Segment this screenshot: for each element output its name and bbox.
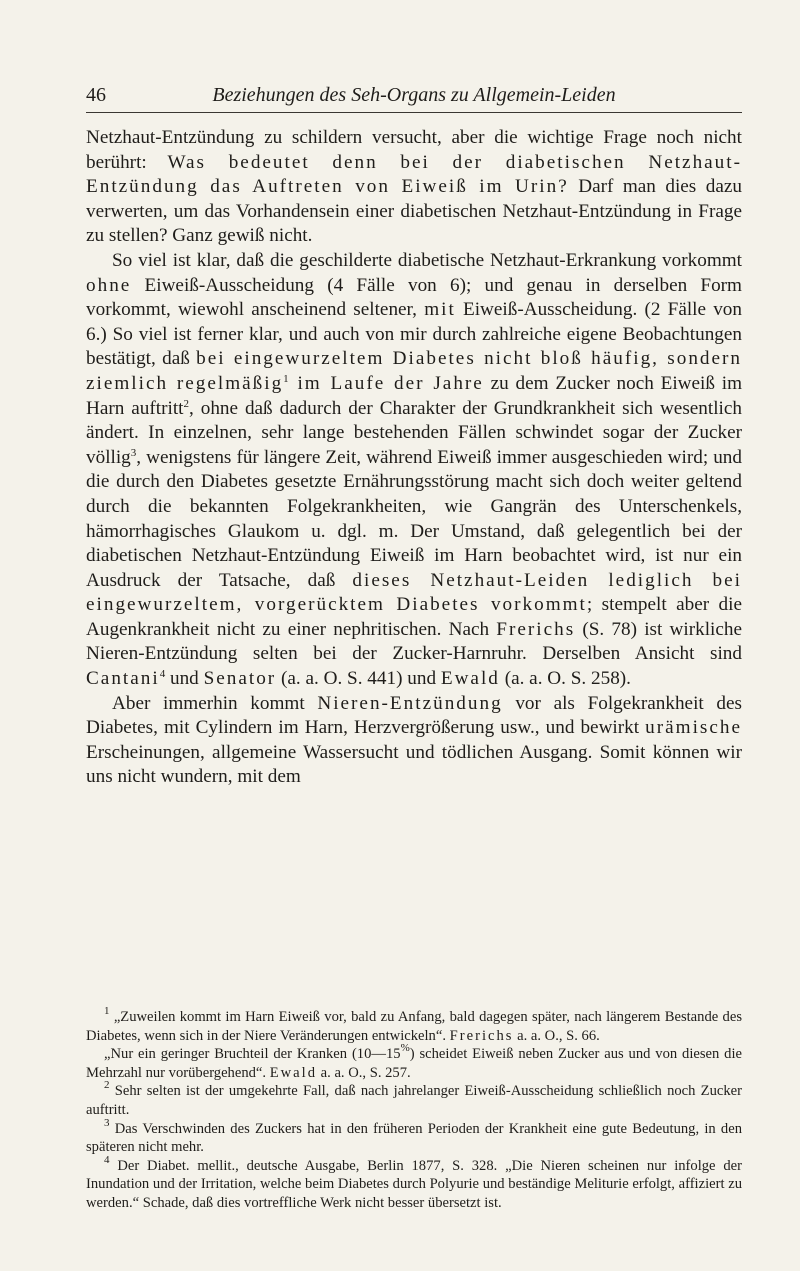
- body-text: [86, 126, 742, 790]
- paragraph-2: So viel ist klar, daß die geschilderte diabetische Netzhaut-Erkrankung vorkommt ohne Eiweiß-Ausscheidung (4 Fälle von 6); und genau in derselben Form vorkommt, wiewohl anscheinend seltener, mit Eiweiß-Ausscheidung. (2 Fälle von 6.) So viel ist ferner klar, und auch von mir durch zahlreiche eigene Beobachtungen bestätigt, daß bei eingewurzeltem Diabetes nicht bloß häufig, sondern ziemlich regelmäßig$^1$ im Laufe der Jahre zu dem Zucker noch Eiweiß im Harn auftritt$^2$, ohne daß dadurch der Charakter der Grundkrankheit sich wesentlich ändert. In einzelnen, sehr lange bestehenden Fällen schwindet sogar der Zucker völlig$^3$, wenigstens für längere Zeit, während Eiweiß immer ausgeschieden wird; und die durch den Diabetes gesetzte Ernährungsstörung macht sich doch weiter geltend durch die bekannten Folgekrankheiten, wie Gangrän des Unterschenkels, hämorrhagisches Glaukom u. dgl. m. Der Umstand, daß gelegentlich bei der diabetischen Netzhaut-Entzündung Eiweiß im Harn beobachtet wird, ist nur ein Ausdruck der Tatsache, daß dieses Netzhaut-Leiden lediglich bei eingewurzeltem, vorgerücktem Diabetes vorkommt; stempelt aber die Augenkrankheit nicht zu einer nephritischen. Nach Frerichs (S. 78) ist wirkliche Nieren-Entzündung selten bei der Zucker-Harnruhr. Derselben Ansicht sind Cantani$^4$ und Senator (a. a. O. S. 441) und Ewald (a. a. O. S. 258).: [86, 249, 743, 690]
- footnotes: [86, 1005, 742, 1213]
- page-number: 46: [86, 84, 106, 106]
- paragraph-3: Aber immerhin kommt Nieren-Entzündung vor als Folgekrankheit des Diabetes, mit Cylindern im Harn, Herzvergrößerung usw., und bewirkt urämische Erscheinungen, allgemeine Wassersucht und tödlichen Ausgang. Somit können wir uns nicht wundern, mit dem: [86, 692, 742, 788]
- footnote-ref-4: 4: [159, 668, 166, 681]
- spaced-emphasis: Frerichs: [449, 1027, 514, 1044]
- footnote-ref-3: 3: [130, 446, 137, 459]
- spaced-emphasis: bei eingewurzeltem Diabetes nicht bloß häufig, sondern ziemlich regelmäßig: [86, 348, 743, 394]
- running-title: Beziehungen des Seh-Organs zu Allgemein-Leiden: [212, 84, 616, 106]
- paragraph-1: Netzhaut-Entzündung zu schildern versucht, aber die wichtige Frage noch nicht berührt: Was bedeutet denn bei der diabetischen Netzhaut-Entzündung das Auftreten von Eiweiß im Urin? Darf man dies dazu verwerten, um das Vorhandensein einer diabetischen Netzhaut-Entzündung in Frage zu stellen? Ganz gewiß nicht.: [86, 127, 742, 247]
- footnote-4: $^4$ Der Diabet. mellit., deutsche Ausgabe, Berlin 1877, S. 328. „Die Nieren scheinen nur infolge der Inundation und der Irritation, welche beim Diabetes durch Polyurie und beständige Meliturie erfolgt, affiziert zu werden.“ Schade, daß dies vortreffliche Werk nicht besser übersetzt ist.: [86, 1153, 742, 1211]
- book-page: [86, 0, 742, 1271]
- footnote-2: $^2$ Sehr selten ist der umgekehrte Fall, daß nach jahrelanger Eiweiß-Ausscheidung schließlich noch Zucker auftritt.: [86, 1079, 742, 1118]
- page-header: [86, 84, 742, 112]
- spaced-emphasis: Was bedeutet denn bei der diabetischen Netzhaut-Entzündung das Auftreten von Eiweiß im Urin?: [86, 151, 742, 198]
- header-rule: [86, 112, 742, 113]
- spaced-emphasis: Ewald: [440, 668, 500, 690]
- spaced-emphasis: im Laufe der Jahre: [288, 372, 484, 394]
- footnote-1: $^1$ „Zuweilen kommt im Harn Eiweiß vor, bald zu Anfang, bald dagegen später, nach längerem Bestande des Diabetes, wenn sich in der Niere Veränderungen entwickeln“. Frerichs a. a. O., S. 66.: [86, 1005, 742, 1044]
- spaced-emphasis: Frerichs: [496, 618, 576, 640]
- spaced-emphasis: mit: [424, 299, 456, 321]
- spaced-emphasis: ohne: [86, 274, 132, 296]
- footnote-3: $^3$ Das Verschwinden des Zuckers hat in den früheren Perioden der Krankheit eine gute Bedeutung, in den späteren nicht mehr.: [86, 1116, 742, 1156]
- footnote-ref-2: 2: [183, 397, 189, 410]
- spaced-emphasis: urämische: [645, 717, 742, 739]
- spaced-emphasis: Nieren-Entzündung: [317, 692, 503, 714]
- footnote-ref-1: 1: [283, 372, 289, 385]
- spaced-emphasis: dieses Netzhaut-Leiden lediglich bei eingewurzeltem, vorgerücktem Diabetes vorkommt: [86, 569, 742, 616]
- spaced-emphasis: Ewald: [269, 1064, 318, 1081]
- spaced-emphasis: Cantani: [86, 668, 160, 690]
- spaced-emphasis: Senator: [203, 668, 277, 690]
- footnote-1-continued: „Nur ein geringer Bruchteil der Kranken (10—15%) scheidet Eiweiß neben Zucker aus und von diesen die Mehrzahl nur vorübergehend“. Ewald a. a. O., S. 257.: [86, 1042, 742, 1081]
